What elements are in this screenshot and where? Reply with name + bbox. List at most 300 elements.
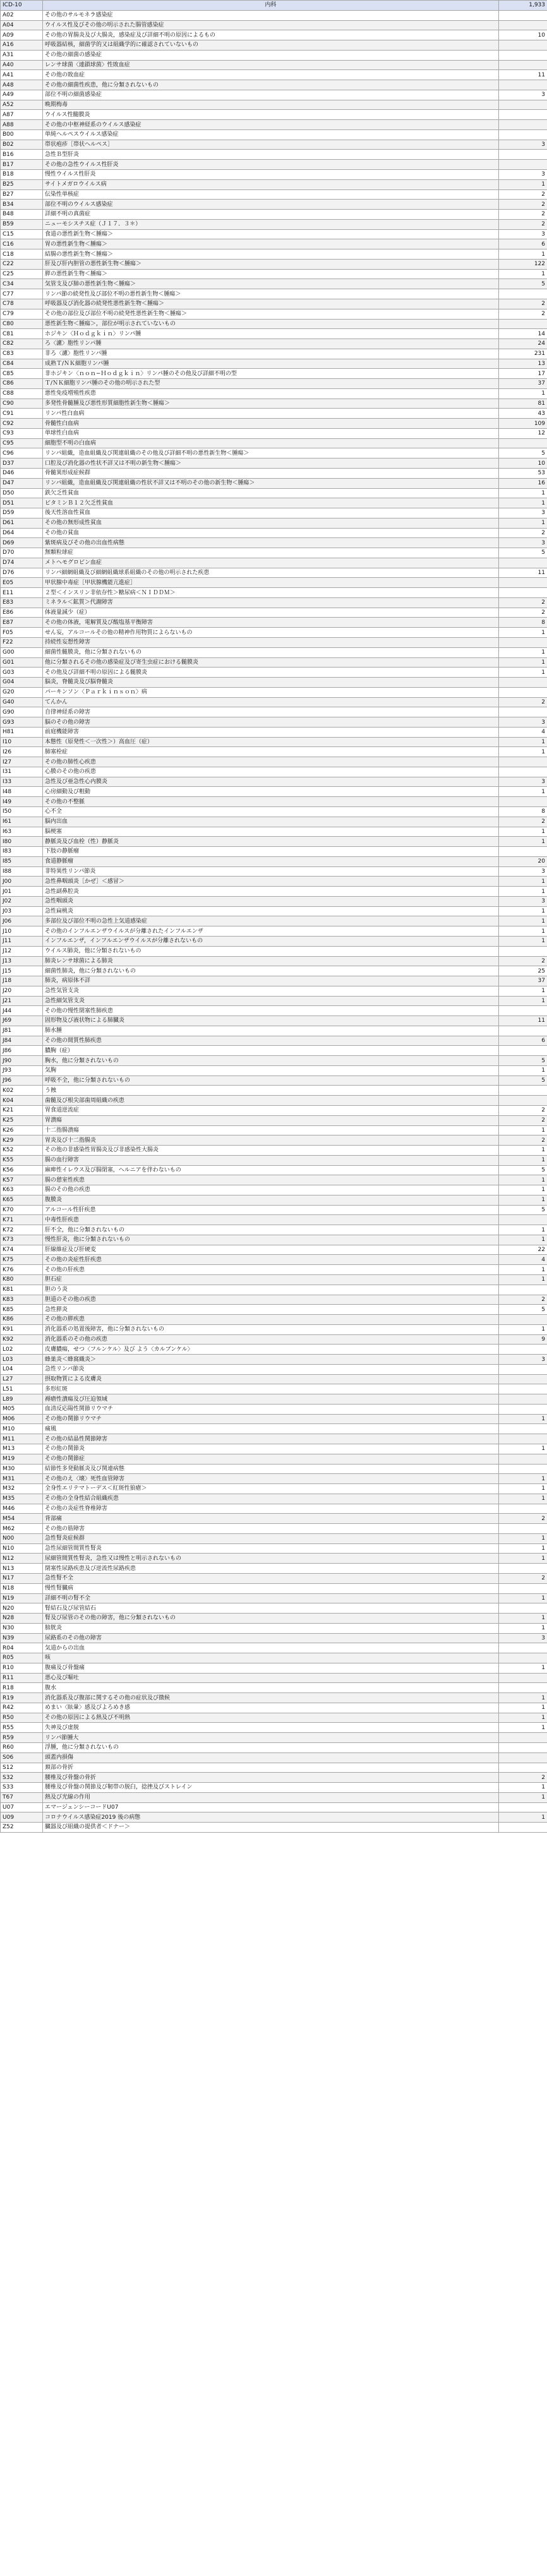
disease-name-cell[interactable]: 褥瘡性潰瘍及び圧迫領域 bbox=[43, 1394, 499, 1405]
patient-count-cell[interactable] bbox=[499, 757, 547, 767]
patient-count-cell[interactable]: 1 bbox=[499, 906, 547, 916]
disease-name-cell[interactable]: 腰椎及び骨盤の関節及び靭帯の脱臼，捻挫及びストレイン bbox=[43, 1783, 499, 1793]
disease-name-cell[interactable]: 胆石症 bbox=[43, 1275, 499, 1285]
icd-code-cell[interactable]: A49 bbox=[1, 90, 43, 100]
icd-code-cell[interactable]: E86 bbox=[1, 608, 43, 618]
icd-code-cell[interactable]: M32 bbox=[1, 1484, 43, 1494]
icd-code-cell[interactable]: I85 bbox=[1, 856, 43, 866]
icd-code-cell[interactable]: K73 bbox=[1, 1235, 43, 1245]
patient-count-cell[interactable]: 109 bbox=[499, 419, 547, 429]
patient-count-cell[interactable] bbox=[499, 1603, 547, 1614]
patient-count-cell[interactable] bbox=[499, 1394, 547, 1405]
icd-code-cell[interactable]: K76 bbox=[1, 1265, 43, 1275]
patient-count-cell[interactable] bbox=[499, 588, 547, 598]
disease-name-cell[interactable]: 帯状疱疹［帯状ヘルペス］ bbox=[43, 140, 499, 150]
patient-count-cell[interactable] bbox=[499, 60, 547, 70]
icd-code-cell[interactable]: F05 bbox=[1, 628, 43, 638]
column-header-icd10[interactable]: ICD-10 bbox=[1, 1, 43, 11]
icd-code-cell[interactable]: E87 bbox=[1, 618, 43, 628]
disease-name-cell[interactable]: 多形紅斑 bbox=[43, 1384, 499, 1394]
disease-name-cell[interactable]: てんかん bbox=[43, 697, 499, 707]
patient-count-cell[interactable] bbox=[499, 10, 547, 20]
patient-count-cell[interactable] bbox=[499, 767, 547, 777]
patient-count-cell[interactable]: 2 bbox=[499, 697, 547, 707]
disease-name-cell[interactable]: 急性Ｂ型肝炎 bbox=[43, 150, 499, 160]
patient-count-cell[interactable]: 3 bbox=[499, 896, 547, 906]
patient-count-cell[interactable]: 10 bbox=[499, 30, 547, 40]
patient-count-cell[interactable]: 2 bbox=[499, 1135, 547, 1146]
disease-name-cell[interactable]: 結腸の悪性新生物＜腫瘍＞ bbox=[43, 249, 499, 260]
icd-code-cell[interactable]: U07 bbox=[1, 1802, 43, 1812]
disease-name-cell[interactable]: 急性扁桃炎 bbox=[43, 906, 499, 916]
patient-count-cell[interactable]: 11 bbox=[499, 1016, 547, 1026]
patient-count-cell[interactable]: 1 bbox=[499, 1155, 547, 1165]
icd-code-cell[interactable]: I10 bbox=[1, 737, 43, 747]
disease-name-cell[interactable]: 急性腎不全 bbox=[43, 1573, 499, 1583]
icd-code-cell[interactable]: K02 bbox=[1, 1086, 43, 1096]
disease-name-cell[interactable]: 慢性肝炎，他に分類されないもの bbox=[43, 1235, 499, 1245]
patient-count-cell[interactable] bbox=[499, 1364, 547, 1374]
icd-code-cell[interactable]: I61 bbox=[1, 817, 43, 827]
patient-count-cell[interactable]: 1 bbox=[499, 1533, 547, 1543]
icd-code-cell[interactable]: B18 bbox=[1, 170, 43, 180]
disease-name-cell[interactable]: 尿路系のその他の障害 bbox=[43, 1633, 499, 1643]
patient-count-cell[interactable] bbox=[499, 1823, 547, 1833]
disease-name-cell[interactable]: 脳のその他の障害 bbox=[43, 717, 499, 728]
icd-code-cell[interactable]: C83 bbox=[1, 349, 43, 359]
patient-count-cell[interactable]: 1 bbox=[499, 1474, 547, 1484]
icd-code-cell[interactable]: L27 bbox=[1, 1374, 43, 1384]
icd-code-cell[interactable]: R05 bbox=[1, 1653, 43, 1663]
patient-count-cell[interactable]: 6 bbox=[499, 239, 547, 249]
disease-name-cell[interactable]: その他の非感染性胃腸炎及び非感染性大腸炎 bbox=[43, 1146, 499, 1156]
patient-count-cell[interactable]: 25 bbox=[499, 966, 547, 976]
patient-count-cell[interactable]: 43 bbox=[499, 409, 547, 419]
disease-name-cell[interactable]: 胸水，他に分類されないもの bbox=[43, 1056, 499, 1066]
disease-name-cell[interactable]: 細胞型不明の白血病 bbox=[43, 438, 499, 448]
icd-code-cell[interactable]: I33 bbox=[1, 777, 43, 787]
disease-name-cell[interactable]: 悪性免疫増殖性疾患 bbox=[43, 388, 499, 398]
disease-name-cell[interactable]: 熱及び光線の作用 bbox=[43, 1792, 499, 1802]
disease-name-cell[interactable]: 急性鼻咽頭炎［かぜ］＜感冒＞ bbox=[43, 877, 499, 887]
patient-count-cell[interactable]: 1 bbox=[499, 986, 547, 996]
disease-name-cell[interactable]: 悪性新生物＜腫瘍＞，部位が明示されていないもの bbox=[43, 319, 499, 329]
icd-code-cell[interactable]: E11 bbox=[1, 588, 43, 598]
icd-code-cell[interactable]: K91 bbox=[1, 1324, 43, 1334]
patient-count-cell[interactable]: 1 bbox=[499, 1723, 547, 1733]
icd-code-cell[interactable]: R50 bbox=[1, 1713, 43, 1723]
icd-code-cell[interactable]: I31 bbox=[1, 767, 43, 777]
patient-count-cell[interactable] bbox=[499, 1374, 547, 1384]
patient-count-cell[interactable]: 2 bbox=[499, 1105, 547, 1115]
patient-count-cell[interactable]: 1 bbox=[499, 1663, 547, 1673]
disease-name-cell[interactable]: 血清反応陽性関節リウマチ bbox=[43, 1404, 499, 1414]
patient-count-cell[interactable]: 1 bbox=[499, 1414, 547, 1424]
patient-count-cell[interactable] bbox=[499, 438, 547, 448]
patient-count-cell[interactable]: 1 bbox=[499, 827, 547, 837]
disease-name-cell[interactable]: 脳梗塞 bbox=[43, 827, 499, 837]
icd-code-cell[interactable]: C25 bbox=[1, 269, 43, 279]
disease-name-cell[interactable]: 腸の憩室性疾患 bbox=[43, 1175, 499, 1185]
patient-count-cell[interactable]: 1 bbox=[499, 926, 547, 937]
disease-name-cell[interactable]: 腎及び尿管のその他の障害，他に分類されないもの bbox=[43, 1614, 499, 1624]
disease-name-cell[interactable]: 蜂巣炎＜蜂窩織炎＞ bbox=[43, 1355, 499, 1365]
icd-code-cell[interactable]: G03 bbox=[1, 668, 43, 678]
disease-name-cell[interactable]: ウイルス肺炎，他に分類されないもの bbox=[43, 946, 499, 956]
disease-name-cell[interactable]: 急性気管支炎 bbox=[43, 986, 499, 996]
patient-count-cell[interactable]: 5 bbox=[499, 1205, 547, 1215]
patient-count-cell[interactable]: 3 bbox=[499, 1633, 547, 1643]
patient-count-cell[interactable]: 1 bbox=[499, 1175, 547, 1185]
patient-count-cell[interactable] bbox=[499, 100, 547, 110]
icd-code-cell[interactable]: U09 bbox=[1, 1812, 43, 1823]
patient-count-cell[interactable] bbox=[499, 678, 547, 688]
icd-code-cell[interactable]: A04 bbox=[1, 20, 43, 30]
patient-count-cell[interactable]: 1 bbox=[499, 668, 547, 678]
icd-code-cell[interactable]: C95 bbox=[1, 438, 43, 448]
patient-count-cell[interactable]: 1 bbox=[499, 628, 547, 638]
patient-count-cell[interactable]: 1 bbox=[499, 787, 547, 797]
patient-count-cell[interactable]: 1 bbox=[499, 1484, 547, 1494]
patient-count-cell[interactable] bbox=[499, 707, 547, 717]
icd-code-cell[interactable]: K85 bbox=[1, 1305, 43, 1315]
icd-code-cell[interactable]: K25 bbox=[1, 1115, 43, 1125]
patient-count-cell[interactable]: 1 bbox=[499, 179, 547, 189]
disease-name-cell[interactable]: う蝕 bbox=[43, 1086, 499, 1096]
patient-count-cell[interactable] bbox=[499, 797, 547, 807]
disease-name-cell[interactable]: 成熟Ｔ/ＮＫ細胞リンパ腫 bbox=[43, 359, 499, 369]
patient-count-cell[interactable]: 8 bbox=[499, 618, 547, 628]
disease-name-cell[interactable]: その他の関節症 bbox=[43, 1454, 499, 1464]
disease-name-cell[interactable]: その他の関節炎 bbox=[43, 1444, 499, 1454]
icd-code-cell[interactable]: K57 bbox=[1, 1175, 43, 1185]
disease-name-cell[interactable]: 脳内出血 bbox=[43, 817, 499, 827]
icd-code-cell[interactable]: I83 bbox=[1, 847, 43, 857]
disease-name-cell[interactable]: 他に分類されるその他の感染症及び寄生虫症における髄膜炎 bbox=[43, 657, 499, 668]
icd-code-cell[interactable]: K71 bbox=[1, 1215, 43, 1225]
icd-code-cell[interactable]: C80 bbox=[1, 319, 43, 329]
disease-name-cell[interactable]: 痛風 bbox=[43, 1424, 499, 1434]
patient-count-cell[interactable]: 5 bbox=[499, 1075, 547, 1086]
icd-code-cell[interactable]: N10 bbox=[1, 1543, 43, 1554]
disease-name-cell[interactable]: Ｔ/ＮＫ細胞リンパ腫のその他の明示された型 bbox=[43, 379, 499, 389]
disease-name-cell[interactable]: 無顆粒球症 bbox=[43, 548, 499, 558]
disease-name-cell[interactable]: 腎結石及び尿管結石 bbox=[43, 1603, 499, 1614]
patient-count-cell[interactable] bbox=[499, 289, 547, 299]
disease-name-cell[interactable]: ニューモシスチス症（Ｊ１７．３＊） bbox=[43, 219, 499, 229]
disease-name-cell[interactable]: 中毒性肝疾患 bbox=[43, 1215, 499, 1225]
patient-count-cell[interactable]: 1 bbox=[499, 1543, 547, 1554]
patient-count-cell[interactable]: 12 bbox=[499, 428, 547, 438]
disease-name-cell[interactable]: 体液量減少（症） bbox=[43, 608, 499, 618]
disease-name-cell[interactable]: その他の体液，電解質及び酸塩基平衡障害 bbox=[43, 618, 499, 628]
disease-name-cell[interactable]: その他の炎症性肝疾患 bbox=[43, 1255, 499, 1265]
patient-count-cell[interactable] bbox=[499, 1742, 547, 1752]
patient-count-cell[interactable] bbox=[499, 1763, 547, 1773]
disease-name-cell[interactable]: 気管支及び肺の悪性新生物＜腫瘍＞ bbox=[43, 279, 499, 289]
icd-code-cell[interactable]: J03 bbox=[1, 906, 43, 916]
icd-code-cell[interactable]: J90 bbox=[1, 1056, 43, 1066]
patient-count-cell[interactable]: 1 bbox=[499, 1125, 547, 1135]
disease-name-cell[interactable]: その他の慢性閉塞性肺疾患 bbox=[43, 1006, 499, 1016]
patient-count-cell[interactable]: 5 bbox=[499, 548, 547, 558]
icd-code-cell[interactable]: C16 bbox=[1, 239, 43, 249]
patient-count-cell[interactable] bbox=[499, 40, 547, 51]
disease-name-cell[interactable]: 消化器系の処置後障害，他に分類されないもの bbox=[43, 1324, 499, 1334]
patient-count-cell[interactable]: 1 bbox=[499, 1494, 547, 1504]
icd-code-cell[interactable]: I80 bbox=[1, 837, 43, 847]
disease-name-cell[interactable]: 肝線維症及び肝硬変 bbox=[43, 1245, 499, 1255]
disease-name-cell[interactable]: その他の肺性心疾患 bbox=[43, 757, 499, 767]
patient-count-cell[interactable] bbox=[499, 1643, 547, 1653]
patient-count-cell[interactable] bbox=[499, 1683, 547, 1693]
disease-name-cell[interactable]: 詳細不明の真菌症 bbox=[43, 210, 499, 220]
icd-code-cell[interactable]: R11 bbox=[1, 1673, 43, 1683]
patient-count-cell[interactable]: 2 bbox=[499, 817, 547, 827]
icd-code-cell[interactable]: K72 bbox=[1, 1225, 43, 1235]
disease-name-cell[interactable]: 紫斑病及びその他の出血性病態 bbox=[43, 538, 499, 548]
disease-name-cell[interactable]: ウイルス性及びその他の明示された腸管感染症 bbox=[43, 20, 499, 30]
icd-code-cell[interactable]: C86 bbox=[1, 379, 43, 389]
icd-code-cell[interactable]: R19 bbox=[1, 1693, 43, 1703]
icd-code-cell[interactable]: C96 bbox=[1, 448, 43, 458]
icd-code-cell[interactable]: J84 bbox=[1, 1036, 43, 1046]
disease-name-cell[interactable]: 気道からの出血 bbox=[43, 1643, 499, 1653]
disease-name-cell[interactable]: アルコール性肝疾患 bbox=[43, 1205, 499, 1215]
icd-code-cell[interactable]: J44 bbox=[1, 1006, 43, 1016]
disease-name-cell[interactable]: 尿細管間質性腎炎，急性又は慢性と明示されないもの bbox=[43, 1554, 499, 1564]
disease-name-cell[interactable]: 心膜のその他の疾患 bbox=[43, 767, 499, 777]
disease-name-cell[interactable]: 詳細不明の腎不全 bbox=[43, 1593, 499, 1603]
icd-code-cell[interactable]: K70 bbox=[1, 1205, 43, 1215]
icd-code-cell[interactable]: J20 bbox=[1, 986, 43, 996]
icd-code-cell[interactable]: J96 bbox=[1, 1075, 43, 1086]
patient-count-cell[interactable]: 1 bbox=[499, 1593, 547, 1603]
disease-name-cell[interactable]: 肝不全，他に分類されないもの bbox=[43, 1225, 499, 1235]
icd-code-cell[interactable]: K86 bbox=[1, 1315, 43, 1325]
patient-count-cell[interactable]: 1 bbox=[499, 996, 547, 1006]
icd-code-cell[interactable]: G90 bbox=[1, 707, 43, 717]
patient-count-cell[interactable]: 2 bbox=[499, 210, 547, 220]
disease-name-cell[interactable]: 急性及び亜急性心内膜炎 bbox=[43, 777, 499, 787]
icd-code-cell[interactable]: A87 bbox=[1, 110, 43, 120]
icd-code-cell[interactable]: B16 bbox=[1, 150, 43, 160]
disease-name-cell[interactable]: 結節性多発動脈炎及び関連病態 bbox=[43, 1464, 499, 1474]
patient-count-cell[interactable]: 2 bbox=[499, 528, 547, 538]
patient-count-cell[interactable] bbox=[499, 120, 547, 130]
patient-count-cell[interactable]: 1 bbox=[499, 1783, 547, 1793]
patient-count-cell[interactable]: 11 bbox=[499, 568, 547, 578]
icd-code-cell[interactable]: I49 bbox=[1, 797, 43, 807]
disease-name-cell[interactable]: 肺塞栓症 bbox=[43, 747, 499, 757]
disease-name-cell[interactable]: その他の膵疾患 bbox=[43, 1315, 499, 1325]
icd-code-cell[interactable]: E05 bbox=[1, 578, 43, 588]
icd-code-cell[interactable]: J01 bbox=[1, 887, 43, 897]
patient-count-cell[interactable]: 3 bbox=[499, 866, 547, 877]
icd-code-cell[interactable]: C78 bbox=[1, 299, 43, 309]
disease-name-cell[interactable]: 歯髄及び根尖部歯周組織の疾患 bbox=[43, 1096, 499, 1106]
patient-count-cell[interactable] bbox=[499, 578, 547, 588]
patient-count-cell[interactable]: 2 bbox=[499, 608, 547, 618]
disease-name-cell[interactable]: リンパ細網組織及び細網組織球系組織のその他の明示された疾患 bbox=[43, 568, 499, 578]
patient-count-cell[interactable] bbox=[499, 1454, 547, 1464]
patient-count-cell[interactable] bbox=[499, 1434, 547, 1444]
icd-code-cell[interactable]: M35 bbox=[1, 1494, 43, 1504]
icd-code-cell[interactable]: G40 bbox=[1, 697, 43, 707]
disease-name-cell[interactable]: その他の敗血症 bbox=[43, 70, 499, 80]
disease-name-cell[interactable]: 十二指腸潰瘍 bbox=[43, 1125, 499, 1135]
patient-count-cell[interactable] bbox=[499, 1006, 547, 1016]
icd-code-cell[interactable]: M05 bbox=[1, 1404, 43, 1414]
icd-code-cell[interactable]: J00 bbox=[1, 877, 43, 887]
patient-count-cell[interactable]: 2 bbox=[499, 189, 547, 200]
patient-count-cell[interactable]: 1 bbox=[499, 1554, 547, 1564]
icd-code-cell[interactable]: S33 bbox=[1, 1783, 43, 1793]
icd-code-cell[interactable]: M13 bbox=[1, 1444, 43, 1454]
icd-code-cell[interactable]: D70 bbox=[1, 548, 43, 558]
patient-count-cell[interactable]: 3 bbox=[499, 140, 547, 150]
disease-name-cell[interactable]: メトヘモグロビン血症 bbox=[43, 558, 499, 568]
icd-code-cell[interactable]: K29 bbox=[1, 1135, 43, 1146]
icd-code-cell[interactable]: K21 bbox=[1, 1105, 43, 1115]
icd-code-cell[interactable]: C91 bbox=[1, 409, 43, 419]
patient-count-cell[interactable]: 1 bbox=[499, 1792, 547, 1802]
icd-code-cell[interactable]: I27 bbox=[1, 757, 43, 767]
patient-count-cell[interactable] bbox=[499, 1384, 547, 1394]
disease-name-cell[interactable]: 急性腎炎症候群 bbox=[43, 1533, 499, 1543]
disease-name-cell[interactable]: 胃炎及び十二指腸炎 bbox=[43, 1135, 499, 1146]
patient-count-cell[interactable] bbox=[499, 847, 547, 857]
icd-code-cell[interactable]: D64 bbox=[1, 528, 43, 538]
icd-code-cell[interactable]: K56 bbox=[1, 1165, 43, 1175]
icd-code-cell[interactable]: E83 bbox=[1, 597, 43, 608]
icd-code-cell[interactable]: I50 bbox=[1, 807, 43, 817]
disease-name-cell[interactable]: 肺炎，病原体不詳 bbox=[43, 976, 499, 986]
icd-code-cell[interactable]: D51 bbox=[1, 498, 43, 508]
disease-name-cell[interactable]: 非特異性リンパ節炎 bbox=[43, 866, 499, 877]
icd-code-cell[interactable]: K75 bbox=[1, 1255, 43, 1265]
patient-count-cell[interactable]: 81 bbox=[499, 398, 547, 409]
disease-name-cell[interactable]: 脳炎，脊髄炎及び脳脊髄炎 bbox=[43, 678, 499, 688]
patient-count-cell[interactable]: 11 bbox=[499, 70, 547, 80]
icd-code-cell[interactable]: Z52 bbox=[1, 1823, 43, 1833]
patient-count-cell[interactable]: 1 bbox=[499, 1235, 547, 1245]
patient-count-cell[interactable] bbox=[499, 1504, 547, 1514]
disease-name-cell[interactable]: 胃潰瘍 bbox=[43, 1115, 499, 1125]
patient-count-cell[interactable]: 2 bbox=[499, 1773, 547, 1783]
disease-name-cell[interactable]: パーキンソン〈Ｐａｒｋｉｎｓｏｎ〉病 bbox=[43, 687, 499, 697]
patient-count-cell[interactable]: 1 bbox=[499, 518, 547, 528]
disease-name-cell[interactable]: 多発性骨髄腫及び悪性形質細胞性新生物＜腫瘍＞ bbox=[43, 398, 499, 409]
patient-count-cell[interactable]: 2 bbox=[499, 299, 547, 309]
disease-name-cell[interactable]: 本態性（原発性＜一次性＞）高血圧（症） bbox=[43, 737, 499, 747]
patient-count-cell[interactable] bbox=[499, 319, 547, 329]
column-header-total[interactable]: 1,933 bbox=[499, 1, 547, 11]
icd-code-cell[interactable]: N13 bbox=[1, 1564, 43, 1574]
patient-count-cell[interactable]: 1 bbox=[499, 1265, 547, 1275]
disease-name-cell[interactable]: レンサ球菌〈連鎖球菌〉性敗血症 bbox=[43, 60, 499, 70]
icd-code-cell[interactable]: C88 bbox=[1, 388, 43, 398]
disease-name-cell[interactable]: 腹水 bbox=[43, 1683, 499, 1693]
patient-count-cell[interactable] bbox=[499, 558, 547, 568]
disease-name-cell[interactable]: その他の部位及び部位不明の続発性悪性新生物＜腫瘍＞ bbox=[43, 309, 499, 319]
patient-count-cell[interactable]: 4 bbox=[499, 727, 547, 737]
disease-name-cell[interactable]: その他の不整脈 bbox=[43, 797, 499, 807]
disease-name-cell[interactable]: 単球性白血病 bbox=[43, 428, 499, 438]
icd-code-cell[interactable]: C85 bbox=[1, 369, 43, 379]
disease-name-cell[interactable]: その他の細菌性疾患，他に分類されないもの bbox=[43, 80, 499, 90]
patient-count-cell[interactable] bbox=[499, 160, 547, 170]
disease-name-cell[interactable]: 部位不明の細菌感染症 bbox=[43, 90, 499, 100]
disease-name-cell[interactable]: 悪心及び嘔吐 bbox=[43, 1673, 499, 1683]
disease-name-cell[interactable]: ホジキン〈Ｈｏｄｇｋｉｎ〉リンパ腫 bbox=[43, 329, 499, 339]
icd-code-cell[interactable]: N30 bbox=[1, 1623, 43, 1633]
disease-name-cell[interactable]: リンパ組織，造血組織及び関連組織の性状不詳又は不明のその他の新生物＜腫瘍＞ bbox=[43, 478, 499, 488]
icd-code-cell[interactable]: J12 bbox=[1, 946, 43, 956]
icd-code-cell[interactable]: L89 bbox=[1, 1394, 43, 1405]
icd-code-cell[interactable]: N39 bbox=[1, 1633, 43, 1643]
icd-code-cell[interactable]: B25 bbox=[1, 179, 43, 189]
disease-name-cell[interactable]: ２型＜インスリン非依存性＞糖尿病＜ＮＩＤＤＭ＞ bbox=[43, 588, 499, 598]
icd-code-cell[interactable]: K81 bbox=[1, 1285, 43, 1295]
disease-name-cell[interactable]: リンパ節の続発性及び部位不明の悪性新生物＜腫瘍＞ bbox=[43, 289, 499, 299]
patient-count-cell[interactable]: 3 bbox=[499, 1355, 547, 1365]
icd-code-cell[interactable]: G00 bbox=[1, 647, 43, 657]
patient-count-cell[interactable]: 2 bbox=[499, 1573, 547, 1583]
patient-count-cell[interactable] bbox=[499, 946, 547, 956]
disease-name-cell[interactable]: 急性リンパ節炎 bbox=[43, 1364, 499, 1374]
icd-code-cell[interactable]: S12 bbox=[1, 1763, 43, 1773]
icd-code-cell[interactable]: R55 bbox=[1, 1723, 43, 1733]
disease-name-cell[interactable]: その他の原因による熱及び不明熱 bbox=[43, 1713, 499, 1723]
disease-name-cell[interactable]: エマージェンシーコードU07 bbox=[43, 1802, 499, 1812]
patient-count-cell[interactable]: 9 bbox=[499, 1334, 547, 1345]
patient-count-cell[interactable] bbox=[499, 129, 547, 140]
disease-name-cell[interactable]: 鉄欠乏性貧血 bbox=[43, 488, 499, 498]
disease-name-cell[interactable]: 摂取物質による皮膚炎 bbox=[43, 1374, 499, 1384]
disease-name-cell[interactable]: 伝染性単核症 bbox=[43, 189, 499, 200]
disease-name-cell[interactable]: 慢性腎臓病 bbox=[43, 1583, 499, 1593]
icd-code-cell[interactable]: M11 bbox=[1, 1434, 43, 1444]
icd-code-cell[interactable]: R42 bbox=[1, 1703, 43, 1713]
disease-name-cell[interactable]: その他の結晶性関節障害 bbox=[43, 1434, 499, 1444]
patient-count-cell[interactable]: 5 bbox=[499, 448, 547, 458]
patient-count-cell[interactable]: 10 bbox=[499, 458, 547, 469]
icd-code-cell[interactable]: C84 bbox=[1, 359, 43, 369]
disease-name-cell[interactable]: その他の全身性結合組織疾患 bbox=[43, 1494, 499, 1504]
icd-code-cell[interactable]: J06 bbox=[1, 916, 43, 926]
icd-code-cell[interactable]: N17 bbox=[1, 1573, 43, 1583]
icd-code-cell[interactable]: K26 bbox=[1, 1125, 43, 1135]
patient-count-cell[interactable]: 1 bbox=[499, 498, 547, 508]
disease-name-cell[interactable]: 気胸 bbox=[43, 1065, 499, 1075]
patient-count-cell[interactable]: 13 bbox=[499, 359, 547, 369]
icd-code-cell[interactable]: R10 bbox=[1, 1663, 43, 1673]
patient-count-cell[interactable]: 5 bbox=[499, 1305, 547, 1315]
icd-code-cell[interactable]: A31 bbox=[1, 50, 43, 60]
patient-count-cell[interactable]: 1 bbox=[499, 657, 547, 668]
patient-count-cell[interactable] bbox=[499, 1215, 547, 1225]
patient-count-cell[interactable]: 3 bbox=[499, 717, 547, 728]
disease-name-cell[interactable]: 心房細動及び粗動 bbox=[43, 787, 499, 797]
disease-name-cell[interactable]: 前庭機能障害 bbox=[43, 727, 499, 737]
disease-name-cell[interactable]: 浮腫，他に分類されないもの bbox=[43, 1742, 499, 1752]
icd-code-cell[interactable]: J81 bbox=[1, 1026, 43, 1036]
patient-count-cell[interactable] bbox=[499, 1802, 547, 1812]
disease-name-cell[interactable]: 失神及び虚脱 bbox=[43, 1723, 499, 1733]
icd-code-cell[interactable]: D76 bbox=[1, 568, 43, 578]
disease-name-cell[interactable]: 膵の悪性新生物＜腫瘍＞ bbox=[43, 269, 499, 279]
